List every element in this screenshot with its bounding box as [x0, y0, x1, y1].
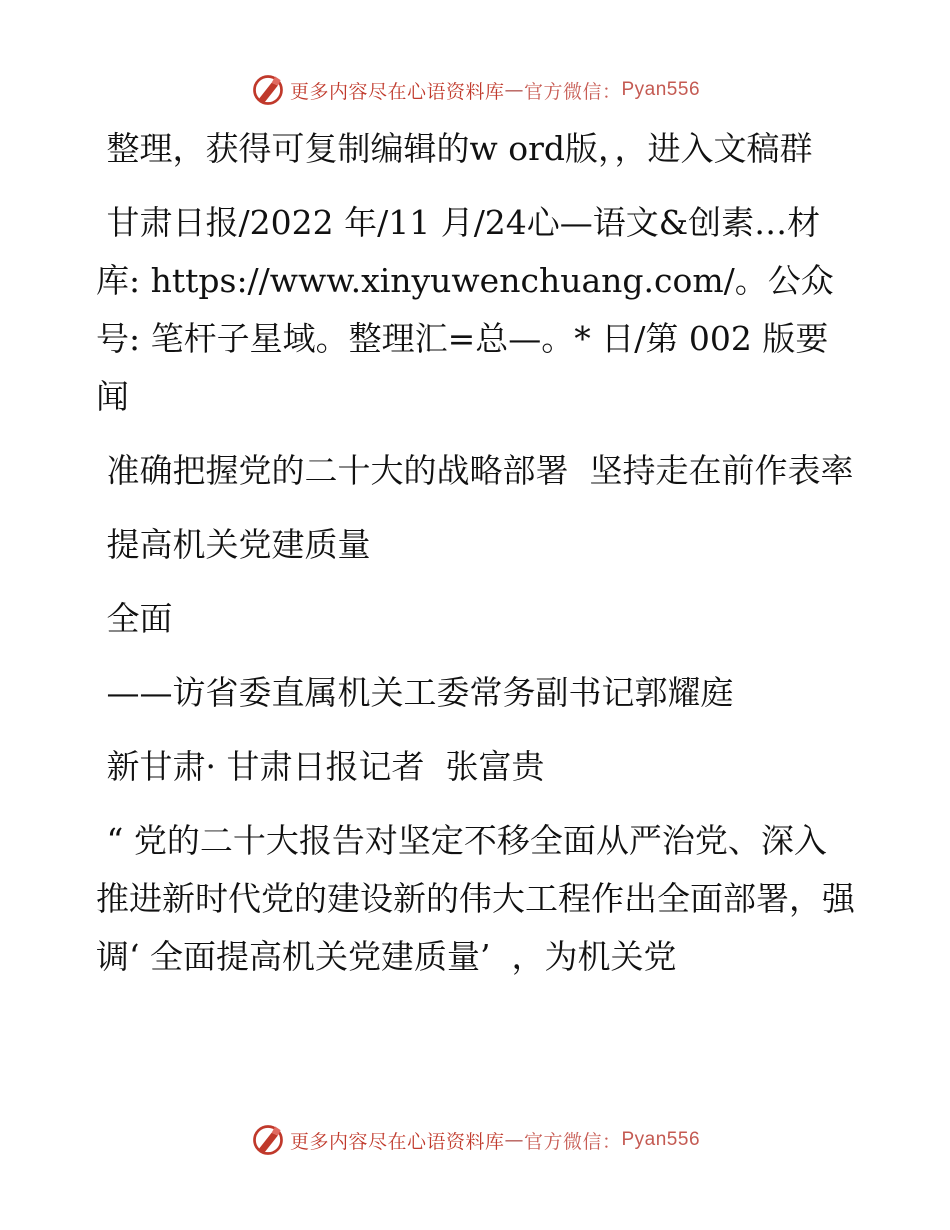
- headline-fragment: 全面: [96, 599, 173, 638]
- watermark-handle: Pyan556: [621, 1129, 701, 1150]
- intro-note: 整理，获得可复制编辑的w ord版，，进入文稿群: [96, 129, 813, 168]
- pen-nib-logo-icon: [250, 72, 286, 108]
- watermark-dash: —: [504, 1129, 524, 1151]
- pen-nib-logo-icon: [250, 1122, 286, 1158]
- article-headline: 准确把握党的二十大的战略部署 坚持走在前作表率: [96, 451, 854, 490]
- article-subheadline: 提高机关党建质量: [96, 525, 371, 564]
- watermark-banner-bottom: [0, 1120, 950, 1160]
- watermark-text: 更多内容尽在心语资料库: [289, 80, 505, 103]
- watermark-dash: —: [504, 79, 524, 101]
- document-body: [96, 120, 856, 1002]
- watermark-banner-top: [0, 70, 950, 110]
- body-paragraph: “ 党的二十大报告对坚定不移全面从严治党、深入推进新时代党的建设新的伟大工程作出全面部署，强调‘ 全面提高机关党建质量’ ，为机关党: [96, 821, 855, 976]
- watermark-official-label: 官方微信：: [523, 80, 622, 103]
- watermark-text: 更多内容尽在心语资料库: [289, 1130, 505, 1153]
- interview-subtitle: ——访省委直属机关工委常务副书记郭耀庭: [96, 673, 734, 712]
- source-line: 甘肃日报/2022 年/11 月/24心—语文&创素…材库: https://www.xinyuwenchuang.com/。公众号: 笔杆子星域。整理汇=总—。* 日/第 002 版要闻: [96, 203, 834, 416]
- watermark-official-label: 官方微信：: [523, 1130, 622, 1153]
- byline: 新甘肃· 甘肃日报记者 张富贵: [96, 747, 545, 786]
- watermark-handle: Pyan556: [621, 79, 701, 100]
